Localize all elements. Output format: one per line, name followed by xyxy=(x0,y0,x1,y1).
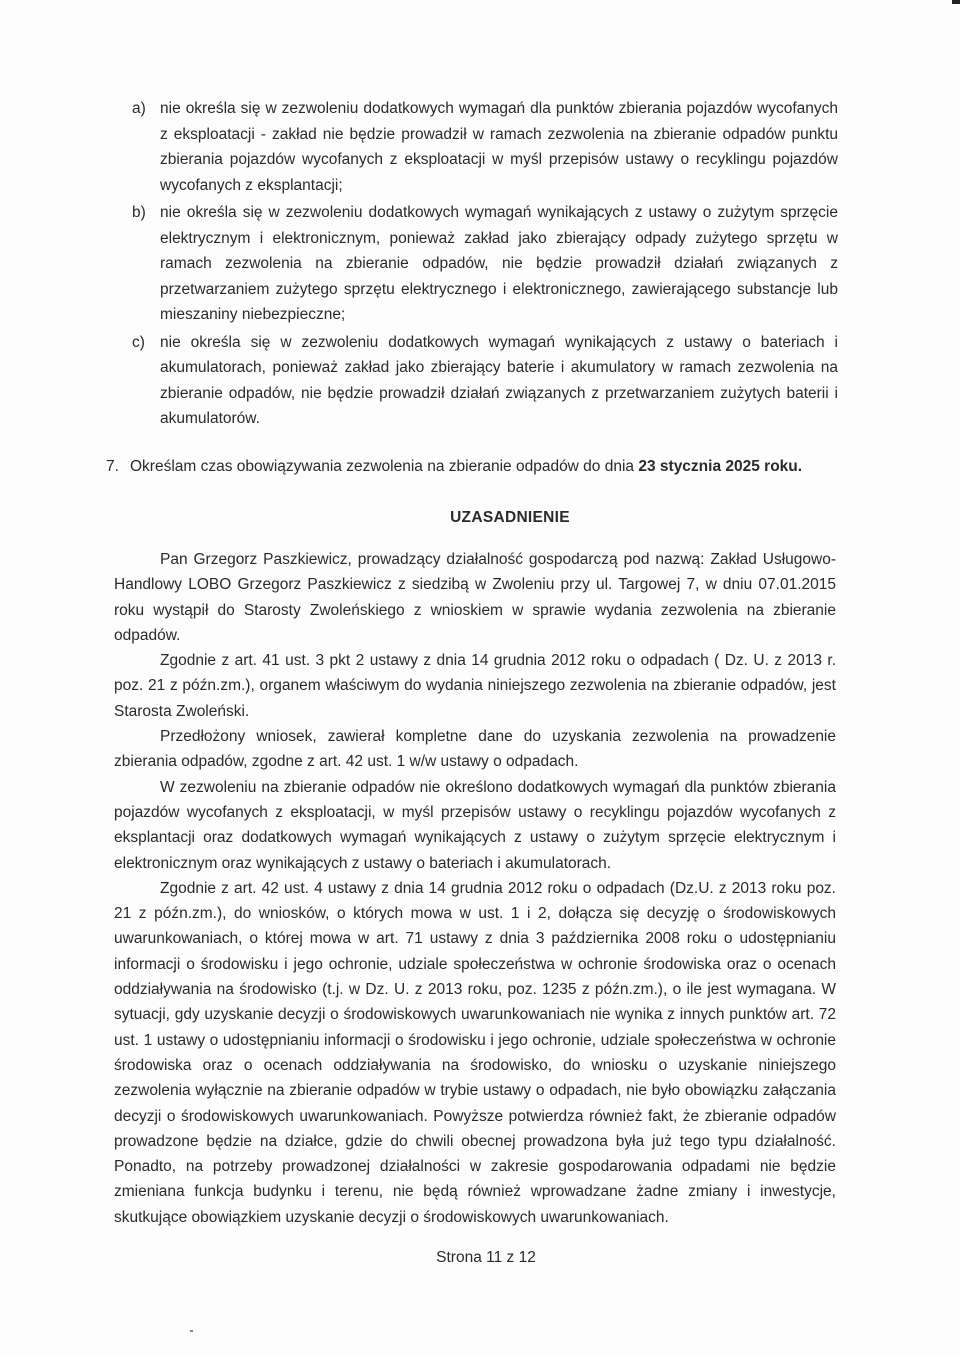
item-date: 23 stycznia 2025 roku. xyxy=(638,457,803,475)
requirements-list xyxy=(0,96,960,432)
paragraph: Zgodnie z art. 41 ust. 3 pkt 2 ustawy z dnia 14 grudnia 2012 roku o odpadach ( Dz. U. z 2013 r. poz. 21 z późn.zm.), organem właściwym do wydania niniejszego zezwolenia na zbieranie odpadów, jest Starosta Zwoleński. xyxy=(114,652,836,720)
paragraph: W zezwoleniu na zbieranie odpadów nie określono dodatkowych wymagań dla punktów zbierania pojazdów wycofanych z eksploatacji, w myśl przepisów ustawy o recyklingu pojazdów wycofanych z eksplantacji oraz dodatkowych wymagań wynikających z ustawy o zużytym sprzęcie elektrycznym i elektronicznym oraz wynikających z ustawy o bateriach i akumulatorach. xyxy=(114,778,836,872)
list-item-text: nie określa się w zezwoleniu dodatkowych wymagań wynikających z ustawy o zużytym sprzęcie elektrycznym i elektronicznym, ponieważ zakład jako zbierający odpady zużytego sprzętu w ramach zezwolenia na zbieranie odpadów, nie będzie prowadził działań związanych z przetwarzaniem zużytego sprzętu elektrycznego i elektronicznego, zawierającego substancje lub mieszaniny niebezpieczne; xyxy=(160,204,838,323)
list-marker: c) xyxy=(132,333,145,351)
list-item-c xyxy=(0,330,960,432)
list-item-a xyxy=(0,96,960,198)
item-text: Określam czas obowiązywania zezwolenia na zbieranie odpadów do dnia xyxy=(130,457,639,475)
section-heading: UZASADNIENIE xyxy=(450,509,570,526)
list-item-text: nie określa się w zezwoleniu dodatkowych wymagań dla punktów zbierania pojazdów wycofanych z eksploatacji - zakład nie będzie prowadził w ramach zezwolenia na zbieranie odpadów punktu zbierania pojazdów wycofanych z eksploatacji w myśl przepisów ustawy o recyklingu pojazdów wycofanych z eksplantacji; xyxy=(160,100,838,194)
page-number: Strona 11 z 12 xyxy=(436,1249,536,1266)
list-item-b xyxy=(0,200,960,328)
numbered-item-7 xyxy=(0,454,960,480)
scan-corner-mark xyxy=(952,0,960,4)
paragraph: Przedłożony wniosek, zawierał kompletne dane do uzyskania zezwolenia na prowadzenie zbierania odpadów, zgodne z art. 42 ust. 1 w/w ustawy o odpadach. xyxy=(114,728,836,771)
document-body xyxy=(0,96,960,1230)
list-marker: a) xyxy=(132,100,146,117)
list-item-text: nie określa się w zezwoleniu dodatkowych wymagań wynikających z ustawy o bateriach i akumulatorach, ponieważ zakład jako zbierający baterie i akumulatory w ramach zezwolenia na zbieranie odpadów, nie będzie prowadził działań związanych z przetwarzaniem zużytych baterii i akumulatorów. xyxy=(160,333,838,427)
paragraph: Zgodnie z art. 42 ust. 4 ustawy z dnia 14 grudnia 2012 roku o odpadach (Dz.U. z 2013 roku poz. 21 z późn.zm.), do wniosków, o których mowa w ust. 1 i 2, dołącza się decyzję o środowiskowych uwarunkowaniach, o której mowa w art. 71 ustawy z dnia 3 października 2008 roku o udostępnianiu informacji o środowisku i jego ochronie, udziale społeczeństwa w ochronie środowiska oraz o ocenach oddziaływania na środowisko (t.j. w Dz. U. z 2013 roku, poz. 1235 z późn.zm.), o ile jest wymagana. W sytuacji, gdy uzyskanie decyzji o środowiskowych uwarunkowaniach nie wynika z innych punktów art. 72 ust. 1 ustawy o udostępnianiu informacji o środowisku i jego ochronie, udziale społeczeństwa w ochronie środowiska oraz o ocenach oddziaływania na środowisko, do wniosku o uzyskanie niniejszego zezwolenia wyłącznie na zbieranie odpadów w trybie ustawy o odpadach, nie było obowiązku załączania decyzji o środowiskowych uwarunkowaniach. Powyższe potwierdza również fakt, że zbieranie odpadów prowadzone będzie na działce, gdzie do chwili obecnej prowadzona była już tego typu działalność. Ponadto, na potrzeby prowadzonej działalności w zakresie gospodarowania odpadami nie będzie zmieniana funkcja budynku i terenu, nie będą również wprowadzane żadne zmiany i inwestycje, skutkujące obowiązkiem uzyskanie decyzji o środowiskowych uwarunkowaniach. xyxy=(114,879,836,1226)
paragraph: Pan Grzegorz Paszkiewicz, prowadzący działalność gospodarczą pod nazwą: Zakład Usługowo-Handlowy LOBO Grzegorz Paszkiewicz z siedzibą w Zwoleniu przy ul. Targowej 7, w dniu 07.01.2015 roku wystąpił do Starosty Zwoleńskiego z wnioskiem w sprawie wydania zezwolenia na zbieranie odpadów. xyxy=(114,551,836,644)
scan-artifact xyxy=(190,1330,193,1332)
item-number: 7. xyxy=(106,457,119,475)
list-marker: b) xyxy=(132,204,146,221)
